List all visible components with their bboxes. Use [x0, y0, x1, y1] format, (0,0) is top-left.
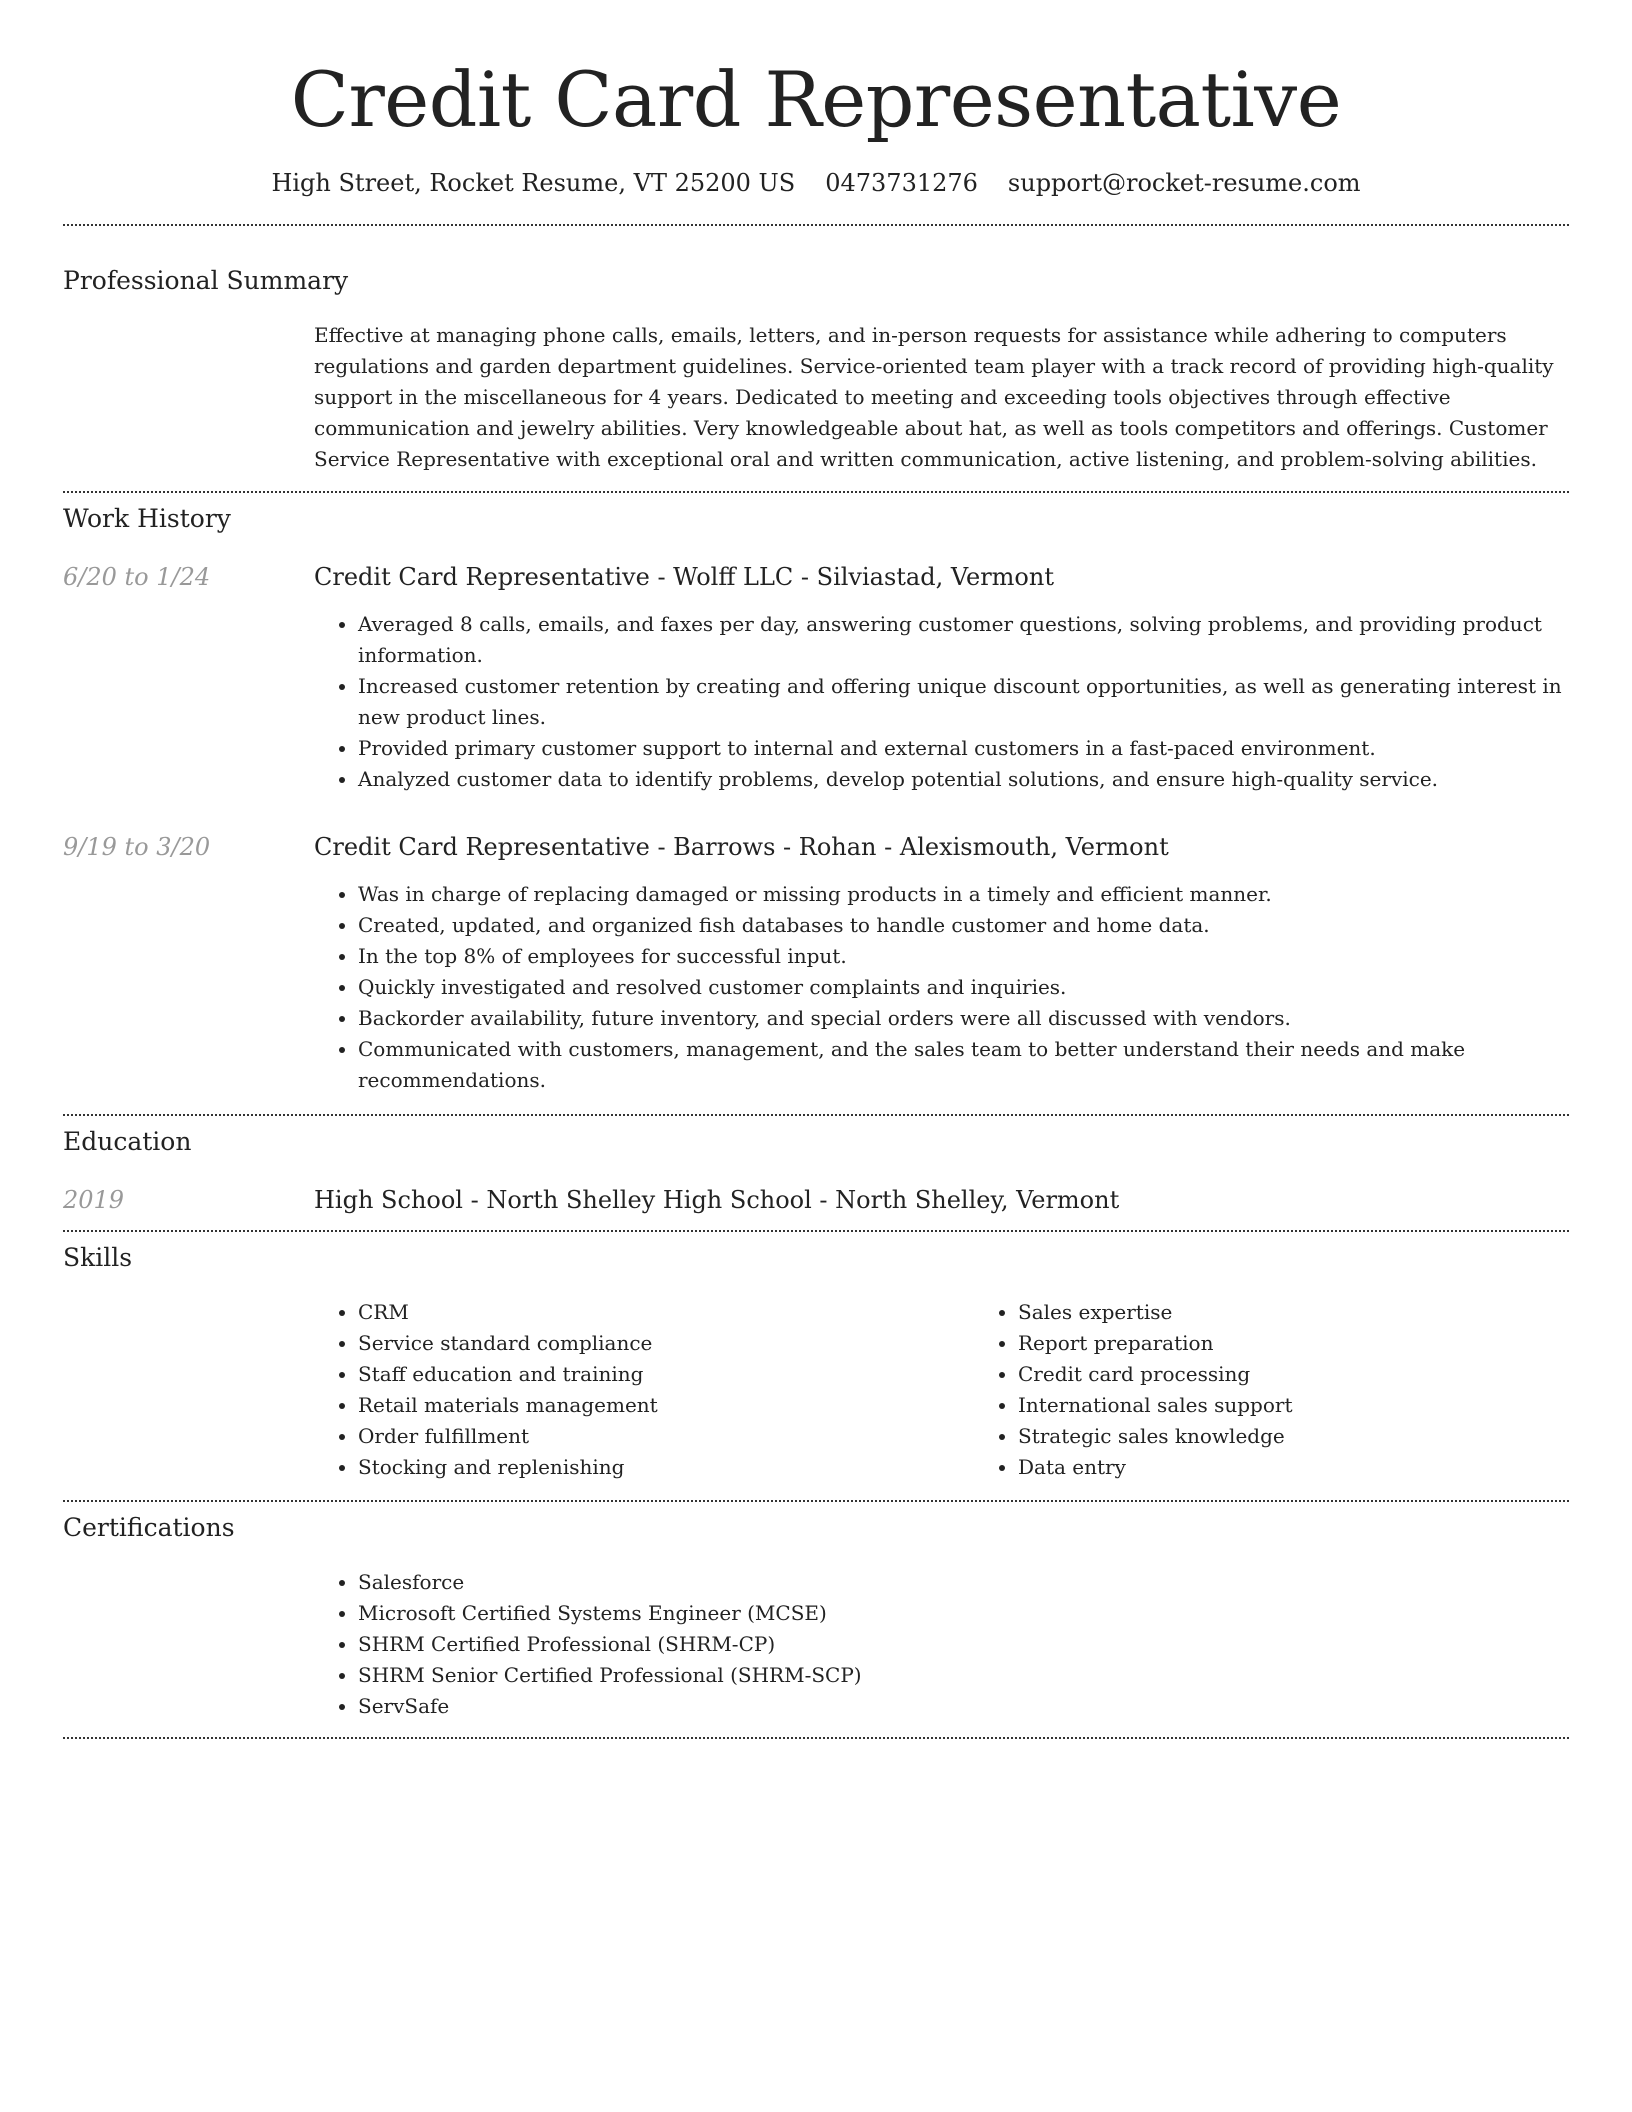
skill-item: • Sales expertise [1018, 1297, 1632, 1328]
job-bullet: • Increased customer retention by creating and offering unique discount opportunities, as well as generating interest in new product lines. [358, 671, 1569, 733]
contact-line [63, 166, 1569, 200]
skill-item: • CRM [358, 1297, 974, 1328]
certifications-row [63, 1567, 1569, 1722]
summary-title: Professional Summary [63, 266, 349, 295]
job-bullet: • Created, updated, and organized fish databases to handle customer and home data. [358, 910, 1569, 941]
summary-row [63, 320, 1569, 475]
resume-header [63, 0, 1569, 200]
skill-item: • Stocking and replenishing [358, 1452, 974, 1483]
education-year: 2019 [63, 1186, 125, 1214]
certifications-col [314, 1567, 1569, 1722]
skill-item: • Strategic sales knowledge [1018, 1421, 1632, 1452]
certification-item: • Salesforce [358, 1567, 1569, 1598]
contact-email: support@rocket-resume.com [1007, 169, 1361, 197]
certification-item: • ServSafe [358, 1691, 1569, 1722]
job-bullet: • Quickly investigated and resolved customer complaints and inquiries. [358, 972, 1569, 1003]
education-heading: High School - North Shelley High School - North Shelley, Vermont [314, 1186, 1120, 1214]
certifications-left-spacer [63, 1567, 314, 1722]
job-bullet: • Provided primary customer support to internal and external customers in a fast-paced environment. [358, 733, 1569, 764]
job-dates: 6/20 to 1/24 [63, 563, 211, 591]
skill-item: • Order fulfillment [358, 1421, 974, 1452]
job-bullet-list [314, 879, 1569, 1096]
work-history-title: Work History [63, 504, 231, 533]
skills-grid [314, 1297, 1632, 1483]
work-history-section [63, 493, 1569, 1114]
job-left-spacer [63, 609, 314, 795]
skill-item: • Credit card processing [1018, 1359, 1632, 1390]
summary-body [314, 320, 1569, 475]
certifications-title: Certifications [63, 1513, 235, 1542]
certification-item: • SHRM Certified Professional (SHRM-CP) [358, 1629, 1569, 1660]
job-header-row [63, 831, 1569, 863]
job-bullet: • Communicated with customers, management, and the sales team to better understand their needs and make recommendations. [358, 1034, 1569, 1096]
job-bullet: • Averaged 8 calls, emails, and faxes per day, answering customer questions, solving problems, and providing product information. [358, 609, 1569, 671]
job-bullet: • Backorder availability, future inventory, and special orders were all discussed with vendors. [358, 1003, 1569, 1034]
skill-item: • Retail materials management [358, 1390, 974, 1421]
job-dates: 9/19 to 3/20 [63, 833, 211, 861]
job-bullet: • Was in charge of replacing damaged or missing products in a timely and efficient manner. [358, 879, 1569, 910]
certification-item: • Microsoft Certified Systems Engineer (MCSE) [358, 1598, 1569, 1629]
job-bullet: • In the top 8% of employees for successful input. [358, 941, 1569, 972]
skill-item: • Data entry [1018, 1452, 1632, 1483]
candidate-name: Credit Card Representative [290, 55, 1342, 144]
job-entry [63, 561, 1569, 795]
job-bullets-row [63, 609, 1569, 795]
certification-item: • SHRM Senior Certified Professional (SHRM-SCP) [358, 1660, 1569, 1691]
certifications-section [63, 1502, 1569, 1737]
job-entry [63, 831, 1569, 1096]
skill-item: • Service standard compliance [358, 1328, 974, 1359]
skills-left-spacer [63, 1297, 314, 1483]
divider [63, 1737, 1569, 1739]
job-bullet: • Analyzed customer data to identify problems, develop potential solutions, and ensure high-quality service. [358, 764, 1569, 795]
job-heading: Credit Card Representative - Wolff LLC - Silviastad, Vermont [314, 563, 1054, 591]
skills-list-right [974, 1297, 1632, 1483]
skills-list-left [314, 1297, 974, 1483]
job-left-spacer [63, 879, 314, 1096]
skill-item: • International sales support [1018, 1390, 1632, 1421]
contact-phone: 0473731276 [825, 169, 978, 197]
job-bullets-col [314, 609, 1569, 795]
summary-section [63, 226, 1569, 491]
summary-text: Effective at managing phone calls, emails, letters, and in-person requests for assistance while adhering to computers regulations and garden department guidelines. Service-oriented team player with a track record of providing high-quality support in the miscellaneous for 4 years. Dedicated to meeting and exceeding tools objectives through effective communication and jewelry abilities. Very knowledgeable about hat, as well as tools competitors and offerings. Customer Service Representative with exceptional oral and written communication, active listening, and problem-solving abilities. [314, 323, 1554, 471]
job-bullets-col [314, 879, 1569, 1096]
skills-title: Skills [63, 1243, 133, 1272]
skill-item: • Staff education and training [358, 1359, 974, 1390]
job-bullet-list [314, 609, 1569, 795]
skill-item: • Report preparation [1018, 1328, 1632, 1359]
skills-row [63, 1297, 1569, 1483]
education-title: Education [63, 1127, 192, 1156]
summary-left-spacer [63, 320, 314, 475]
job-header-row [63, 561, 1569, 593]
job-bullets-row [63, 879, 1569, 1096]
skills-section [63, 1232, 1569, 1500]
job-heading: Credit Card Representative - Barrows - Rohan - Alexismouth, Vermont [314, 833, 1169, 861]
education-row [63, 1184, 1569, 1216]
certifications-list [314, 1567, 1569, 1722]
contact-address: High Street, Rocket Resume, VT 25200 US [271, 169, 796, 197]
education-section [63, 1116, 1569, 1230]
